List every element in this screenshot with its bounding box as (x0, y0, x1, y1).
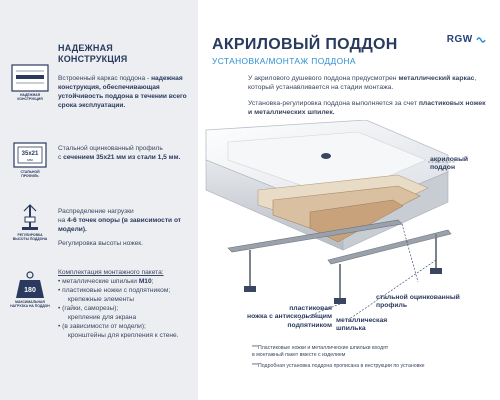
frame-icon-caption (10, 93, 50, 101)
callout-leg-2: ножка с антискользящим (247, 313, 332, 321)
callout-profile-1: стальной оцинкованный (376, 294, 460, 301)
brand-logo (447, 34, 486, 45)
feature-profile-text-b: с (58, 154, 64, 161)
footnotes (252, 345, 492, 370)
feature-profile-text-a: Стальной оцинкованный профиль (58, 145, 163, 152)
weight-icon (10, 270, 50, 314)
intro-p1-c: , который устанавливается на стадии монтажа. (248, 75, 477, 92)
sidebar-title-line1: НАДЕЖНАЯ (58, 43, 113, 53)
feature-profile-text-c: сечением 35x21 мм из стали 1,5 мм. (63, 154, 181, 161)
profile-icon-graphic (10, 140, 50, 170)
page-title: АКРИЛОВЫЙ ПОДДОН (212, 36, 398, 53)
profile-icon-label: 35x21 (21, 151, 39, 157)
kit-item: кронштейны для крепления к стене. (68, 332, 179, 339)
weight-icon-graphic (10, 270, 50, 300)
intro-p2-a: Установка-регулировка поддона выполняется за счет (248, 99, 419, 107)
intro-p2-b: пластиковых ножек и металлических шпилек. (248, 99, 486, 117)
profile-icon-caption-2: ПРОФИЛЬ (21, 174, 39, 178)
adjust-icon-graphic (10, 203, 50, 233)
frame-icon-graphic (10, 63, 50, 93)
adjust-icon-caption-1: РЕГУЛИРОВКА (17, 233, 43, 237)
feature-frame-text-b: надежная конструкция, обеспечивающая устойчивость поддона в течении всего срока эксплуатации. (58, 75, 187, 109)
leg-foot-1 (244, 286, 256, 292)
callout-tray-2: поддон (430, 164, 456, 172)
callout-profile (376, 294, 460, 311)
kit-heading: Комплектация монтажного пакета: (58, 269, 164, 276)
feature-adjust-text-c: 4-6 точек опоры (в зависимости от модели). (58, 217, 182, 233)
feature-adjust-text-a: Распределение нагрузки (58, 208, 134, 215)
callout-stud (336, 317, 387, 334)
kit-item: • пластиковые ножки с подпятником; (58, 287, 171, 294)
feature-adjust-text-b: на (58, 217, 68, 224)
weight-icon-caption-1: МАКСИМАЛЬНАЯ (15, 300, 45, 304)
sidebar-title (58, 43, 127, 65)
leg-foot-3 (430, 268, 442, 274)
callout-leg-1: пластиковая (289, 305, 332, 312)
frame-icon-caption-1: НАДЕЖНАЯ (19, 93, 41, 97)
adjust-icon-caption (10, 233, 50, 241)
profile-icon-caption-1: СТАЛЬНОЙ (20, 170, 40, 174)
feature-adjust-text-d: Регулировка высоты ножек. (58, 240, 143, 247)
feature-frame-text-a: Встроенный каркас поддона - (58, 75, 152, 82)
feature-profile-text (58, 144, 190, 162)
feature-kit-text (58, 268, 190, 340)
callout-tray-1: акриловый (430, 156, 469, 163)
weight-icon-label: 180 (24, 287, 36, 294)
callout-tray (430, 156, 468, 173)
brand-wave-icon (476, 34, 486, 44)
kit-item: крепежные элементы (68, 296, 135, 303)
callout-stud-2: шпилька (336, 325, 366, 333)
adjust-icon (10, 203, 50, 247)
profile-icon-caption (10, 170, 50, 178)
footnote-1b: в монтажный пакет вместе с изделием (252, 352, 346, 358)
callout-leg (232, 305, 332, 330)
leg-foot-2 (334, 298, 346, 304)
kit-item: • (в зависимости от модели); (58, 323, 146, 330)
callout-leg-3: подпятником (287, 321, 332, 329)
brand-logo-text: RGW (446, 34, 473, 45)
footnote-2: ***Подробная установка поддона прописана в инструкции по установке (252, 363, 425, 369)
weight-icon-caption-2: НАГРУЗКА НА ПОДДОН (10, 304, 50, 308)
profile-icon-unit: мм (27, 157, 33, 162)
page-subtitle: УСТАНОВКА/МОНТАЖ ПОДДОНА (212, 56, 356, 66)
intro-p2 (248, 99, 488, 118)
intro-text (248, 74, 488, 118)
callout-stud-1: металлическая (336, 317, 388, 324)
intro-p1-a: У акрилового душевого поддона предусмотрен (248, 75, 399, 82)
profile-icon (10, 140, 50, 184)
weight-icon-caption (10, 300, 50, 308)
callout-profile-2: профиль (376, 302, 408, 310)
intro-p1-b: металлический каркас (398, 75, 475, 82)
kit-item: крепление для экрана (68, 314, 137, 321)
feature-frame-text (58, 74, 190, 110)
adjust-icon-caption-2: ВЫСОТЫ ПОДДОНА (12, 237, 48, 241)
kit-item: • металлические шпильки M10; (58, 278, 154, 285)
frame-icon-caption-2: КОНСТРУКЦИЯ (17, 97, 43, 101)
footnote-1a: ***Пластиковые ножки и металлические шпильки входят (252, 345, 389, 351)
frame-icon (10, 63, 50, 107)
feature-adjust-text (58, 207, 190, 248)
kit-item: • (гайки, саморезы); (58, 305, 119, 312)
drain-icon (321, 153, 331, 159)
sidebar-title-line2: КОНСТРУКЦИЯ (58, 54, 128, 64)
sidebar (0, 0, 198, 400)
